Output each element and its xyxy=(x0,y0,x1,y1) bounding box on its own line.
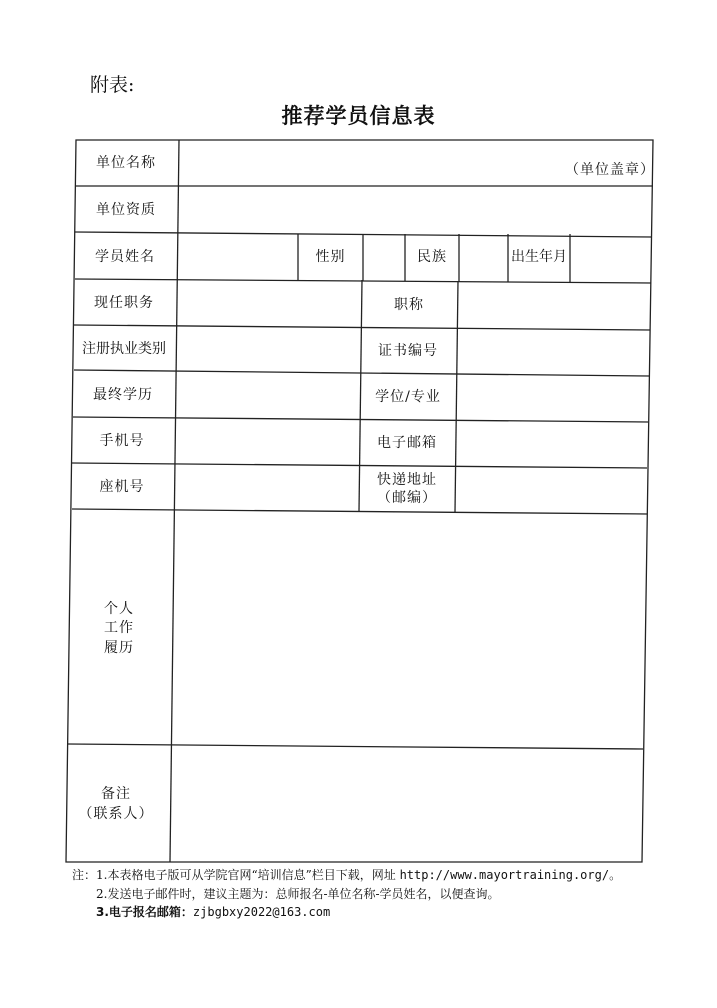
label-degree-major: 学位/专业 xyxy=(375,388,441,405)
label-work-resume xyxy=(69,512,169,746)
label-certificate-number: 证书编号 xyxy=(378,342,438,359)
label-gender: 性别 xyxy=(315,248,346,265)
label-unit-name: 单位名称 xyxy=(96,155,156,172)
note-3-email[interactable]: zjbgbxy2022@163.com xyxy=(192,905,331,919)
label-remarks xyxy=(66,746,166,862)
label-email: 电子邮箱 xyxy=(377,434,437,451)
note-3 xyxy=(96,903,330,920)
label-remarks-line2: （联系人） xyxy=(78,806,154,822)
label-birth-date: 出生年月 xyxy=(511,249,567,266)
unit-seal-note: （单位盖章） xyxy=(565,162,655,178)
note-1-suffix: 。 xyxy=(609,868,622,882)
label-student-name: 学员姓名 xyxy=(95,248,155,265)
note-1 xyxy=(72,866,621,883)
note-2: 2.发送电子邮件时，建议主题为：总师报名-单位名称-学员姓名，以便查询。 xyxy=(96,887,500,901)
label-registration-category: 注册执业类别 xyxy=(82,340,166,357)
label-position: 现任职务 xyxy=(94,294,154,311)
label-work-resume-line2: 工作 xyxy=(104,620,134,637)
label-ethnicity: 民族 xyxy=(417,248,447,265)
label-shipping-address-line1: 快递地址 xyxy=(377,471,437,488)
label-work-resume-line1: 个人 xyxy=(104,600,134,617)
label-work-resume-line3: 履历 xyxy=(104,639,134,656)
label-title: 职称 xyxy=(394,296,424,313)
label-remarks-line1: 备注 xyxy=(101,785,131,802)
label-unit-qualification: 单位资质 xyxy=(96,201,156,218)
form-title: 推荐学员信息表 xyxy=(281,104,436,128)
label-postcode: （邮编） xyxy=(377,490,437,506)
label-shipping-address xyxy=(359,466,455,512)
label-mobile: 手机号 xyxy=(99,432,145,449)
appendix-label: 附表: xyxy=(90,74,135,96)
note-1-url[interactable]: http://www.mayortraining.org/ xyxy=(399,868,610,882)
note-1-text: 注：1.本表格电子版可从学院官网“培训信息”栏目下载，网址 xyxy=(72,868,396,882)
label-education: 最终学历 xyxy=(93,386,153,403)
note-3-label: 3.电子报名邮箱： xyxy=(96,905,193,919)
label-landline: 座机号 xyxy=(99,478,145,495)
